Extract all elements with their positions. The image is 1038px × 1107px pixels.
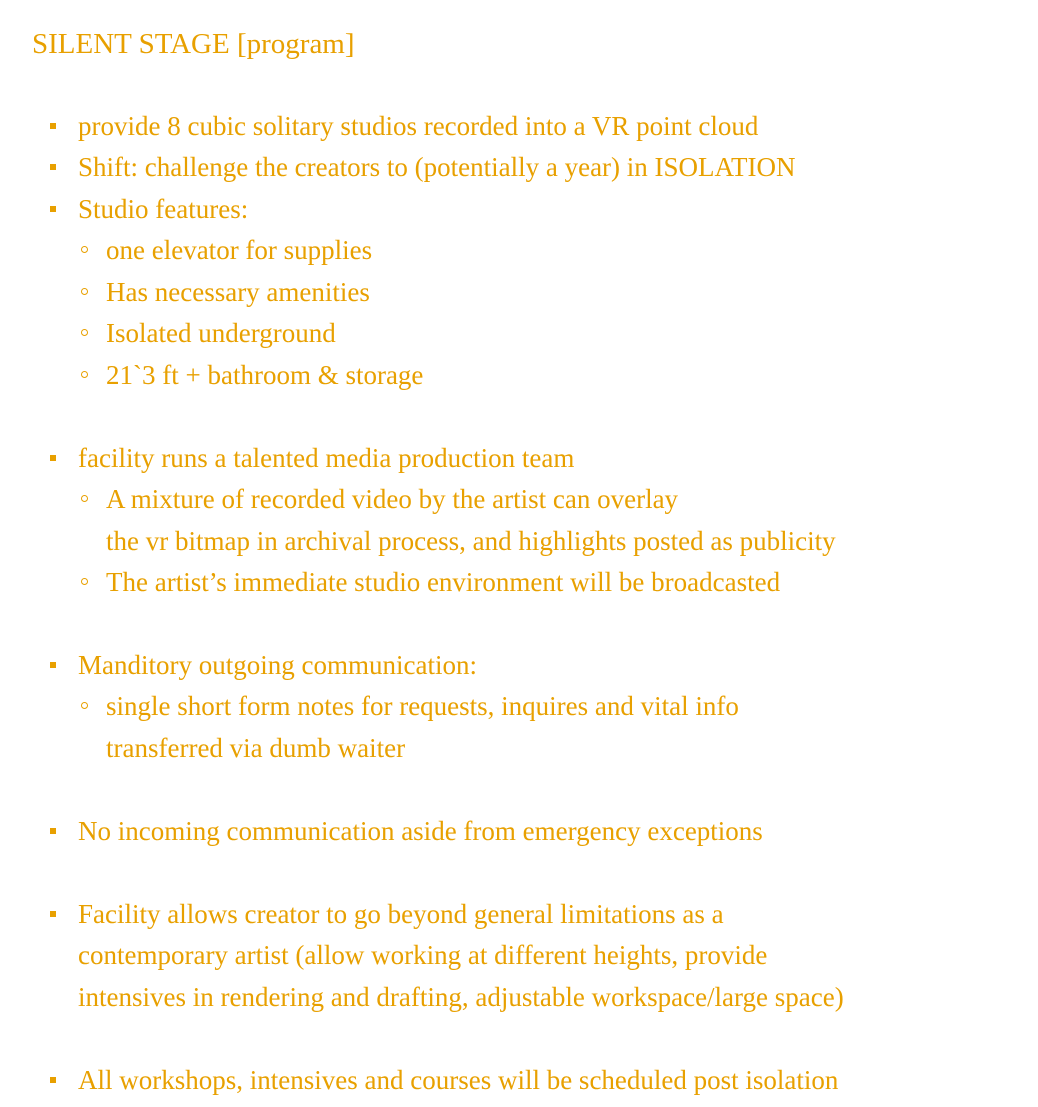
circle-bullet-icon xyxy=(81,288,88,295)
list-item-text: A mixture of recorded video by the artist can overlay xyxy=(106,484,679,514)
square-bullet-icon xyxy=(50,828,56,834)
list-item-text: provide 8 cubic solitary studios recorded into a VR point cloud xyxy=(78,111,759,141)
list-item-text: transferred via dumb waiter xyxy=(106,733,406,763)
square-bullet-icon xyxy=(50,1077,56,1083)
circle-bullet-icon xyxy=(81,578,88,585)
list-item-text: Isolated underground xyxy=(106,318,336,348)
square-bullet-icon xyxy=(50,164,56,170)
list-item-text: All workshops, intensives and courses will be scheduled post isolation xyxy=(78,1065,839,1095)
circle-bullet-icon xyxy=(81,246,88,253)
document-title: SILENT STAGE [program] xyxy=(32,28,355,60)
list-item-text: contemporary artist (allow working at different heights, provide xyxy=(78,940,768,970)
list-item-text: No incoming communication aside from emergency exceptions xyxy=(78,816,763,846)
circle-bullet-icon xyxy=(81,329,88,336)
list-item-text: facility runs a talented media production team xyxy=(78,443,575,473)
list-item-text: the vr bitmap in archival process, and highlights posted as publicity xyxy=(106,526,836,556)
list-item-text: Facility allows creator to go beyond general limitations as a xyxy=(78,899,724,929)
square-bullet-icon xyxy=(50,455,56,461)
square-bullet-icon xyxy=(50,123,56,129)
list-item-text: Has necessary amenities xyxy=(106,277,370,307)
circle-bullet-icon xyxy=(81,702,88,709)
circle-bullet-icon xyxy=(81,495,88,502)
square-bullet-icon xyxy=(50,662,56,668)
list-item-text: Manditory outgoing communication: xyxy=(78,650,477,680)
square-bullet-icon xyxy=(50,206,56,212)
list-item-text: single short form notes for requests, inquires and vital info xyxy=(106,691,739,721)
list-item-text: Studio features: xyxy=(78,194,249,224)
list-item-text: intensives in rendering and drafting, adjustable workspace/large space) xyxy=(78,982,844,1012)
list-item-text: The artist’s immediate studio environment will be broadcasted xyxy=(106,567,781,597)
list-item-text: one elevator for supplies xyxy=(106,235,373,265)
circle-bullet-icon xyxy=(81,371,88,378)
list-item-text: 21`3 ft + bathroom & storage xyxy=(106,360,424,390)
square-bullet-icon xyxy=(50,911,56,917)
list-item-text: Shift: challenge the creators to (potentially a year) in ISOLATION xyxy=(78,152,796,182)
